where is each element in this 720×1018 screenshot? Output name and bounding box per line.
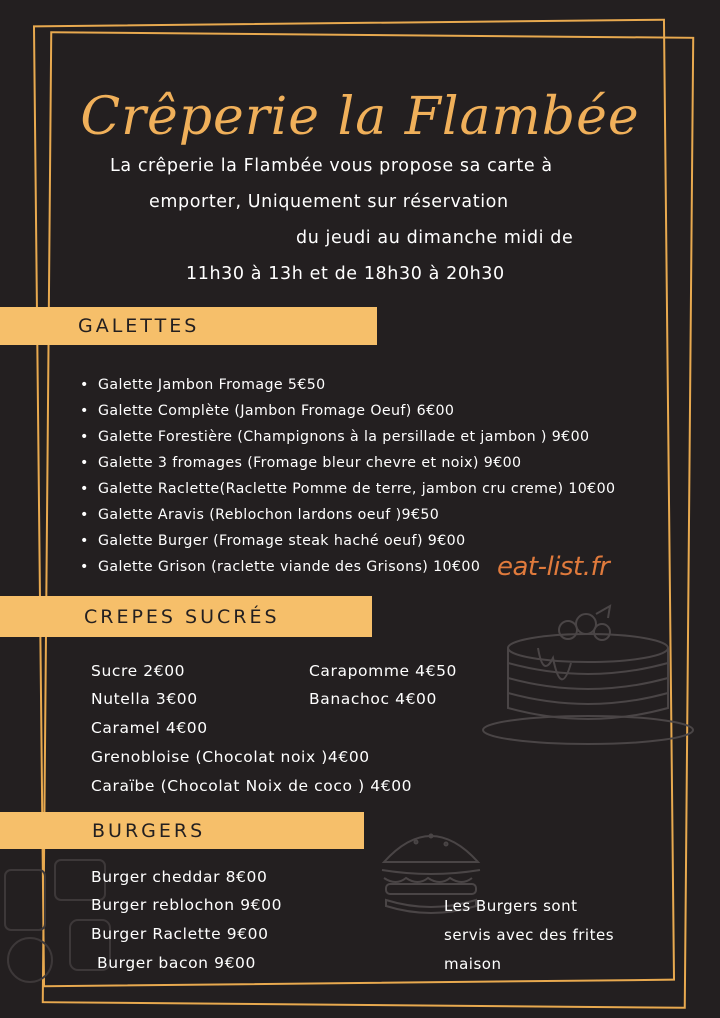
list-item: Grenobloise (Chocolat noix )4€00 bbox=[91, 748, 370, 766]
page-title: Crêperie la Flambée bbox=[80, 86, 640, 147]
note-line: Les Burgers sont bbox=[444, 897, 578, 915]
section-heading-galettes: GALETTES bbox=[0, 307, 377, 345]
galettes-list bbox=[80, 372, 615, 580]
intro-line: du jeudi au dimanche midi de bbox=[296, 228, 574, 248]
list-item: Burger bacon 9€00 bbox=[97, 954, 256, 972]
list-item: Banachoc 4€00 bbox=[309, 690, 437, 708]
list-item: • Galette Jambon Fromage 5€50 bbox=[80, 372, 615, 398]
burger-note bbox=[444, 892, 644, 979]
list-item: • Galette Complète (Jambon Fromage Oeuf) 6€00 bbox=[80, 398, 615, 424]
list-item: Carapomme 4€50 bbox=[309, 662, 458, 680]
list-item: Sucre 2€00 bbox=[91, 662, 186, 680]
list-item: • Galette Aravis (Reblochon lardons oeuf )9€50 bbox=[80, 502, 615, 528]
intro-line: La crêperie la Flambée vous propose sa carte à bbox=[110, 156, 553, 176]
list-item: Nutella 3€00 bbox=[91, 690, 198, 708]
section-heading-burgers: BURGERS bbox=[0, 812, 364, 849]
note-line: maison bbox=[444, 955, 502, 973]
list-item: • Galette Burger (Fromage steak haché oeuf) 9€00 bbox=[80, 528, 615, 554]
intro-line: emporter, Uniquement sur réservation bbox=[149, 192, 509, 212]
list-item: • Galette Raclette(Raclette Pomme de terre, jambon cru creme) 10€00 bbox=[80, 476, 615, 502]
list-item: Burger Raclette 9€00 bbox=[91, 925, 269, 943]
watermark: eat-list.fr bbox=[497, 552, 610, 582]
intro-line: 11h30 à 13h et de 18h30 à 20h30 bbox=[186, 264, 505, 284]
list-item: • Galette Forestière (Champignons à la persillade et jambon ) 9€00 bbox=[80, 424, 615, 450]
list-item: • Galette 3 fromages (Fromage bleur chevre et noix) 9€00 bbox=[80, 450, 615, 476]
list-item: • Galette Grison (raclette viande des Grisons) 10€00 bbox=[80, 554, 615, 580]
pancake-illustration bbox=[478, 600, 698, 750]
list-item: Caramel 4€00 bbox=[91, 719, 208, 737]
list-item: Caraïbe (Chocolat Noix de coco ) 4€00 bbox=[91, 777, 413, 795]
list-item: Burger cheddar 8€00 bbox=[91, 868, 268, 886]
list-item: Burger reblochon 9€00 bbox=[91, 896, 283, 914]
section-heading-crepes: CREPES SUCRÉS bbox=[0, 596, 372, 637]
note-line: servis avec des frites bbox=[444, 926, 615, 944]
